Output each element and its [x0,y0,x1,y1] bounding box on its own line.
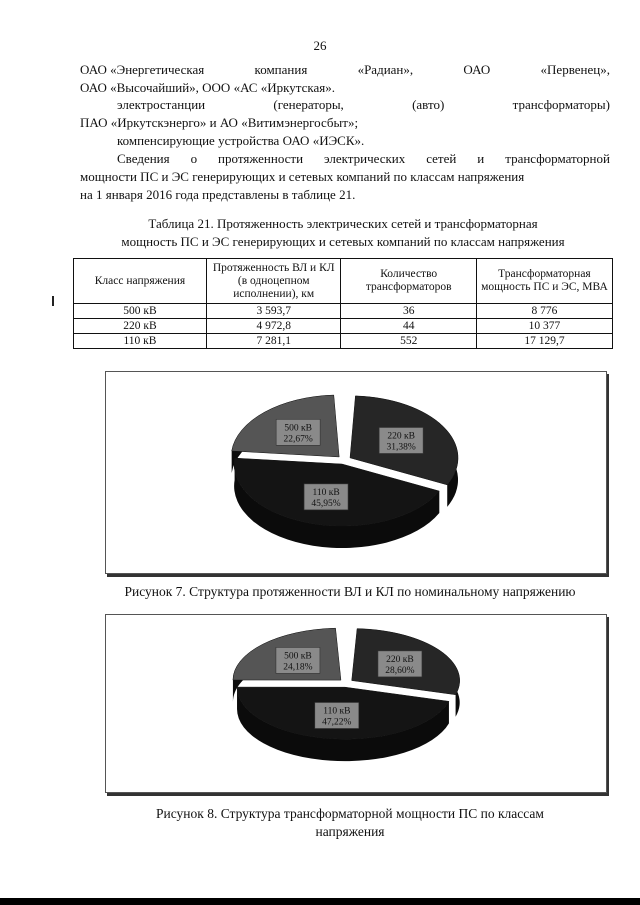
table-header-cell: Количество трансформаторов [341,259,476,304]
pie-label-category: 500 кВ [284,651,312,662]
body-word: (авто) [412,97,445,112]
pie-label-value: 45,95% [311,498,341,509]
figure-7-pie [106,372,606,573]
table-cell: 220 кВ [74,319,207,334]
pie-label-category: 110 кВ [312,487,340,498]
table-cell: 17 129,7 [476,334,612,349]
table-title-line-2: мощность ПС и ЭС генерирующих и сетевых компаний по классам напряжения [121,234,565,249]
table-row [74,319,613,334]
body-word: (генераторы, [273,97,344,112]
body-line-4: ПАО «Иркутскэнерго» и АО «Витимэнергосбыт»; [80,115,359,130]
body-word: ОАО «Энергетическая [80,62,205,77]
body-word: компания [254,62,308,77]
body-line-3 [117,97,610,113]
table-21 [73,258,613,349]
pie-label-category: 220 кВ [387,431,415,442]
table-header-row [74,259,613,304]
pie-label-value: 24,18% [283,662,313,673]
page-number: 26 [313,38,327,53]
pie-label-category: 110 кВ [323,706,351,717]
scan-bottom-bar [0,898,640,905]
pie-label-value: 28,60% [385,665,415,676]
body-word: трансформаторной [505,151,610,166]
table-cell: 500 кВ [74,304,207,319]
table-cell: 8 776 [476,304,612,319]
table-title-line-1: Таблица 21. Протяженность электрических сетей и трансформаторная [148,216,538,231]
pie-label-category: 220 кВ [386,654,414,665]
table-header-cell: Класс напряжения [74,259,207,304]
body-word: о [190,151,198,166]
table-cell: 10 377 [476,319,612,334]
table-cell: 4 972,8 [206,319,341,334]
body-word: «Первенец», [540,62,610,77]
table-row [74,334,613,349]
body-line-5: компенсирующие устройства ОАО «ИЭСК». [117,133,365,148]
table-cell: 7 281,1 [206,334,341,349]
body-word: электростанции [117,97,206,112]
pie-label-value: 47,22% [322,717,352,728]
pie-label-value: 31,38% [386,442,416,453]
scan-edge-mark [52,296,54,306]
table-cell: 110 кВ [74,334,207,349]
table-header-cell: Трансформаторная мощность ПС и ЭС, МВА [476,259,612,304]
pie-label-value: 22,67% [283,434,313,445]
figure-8-chart [105,614,607,793]
figure-8-caption-line-2: напряжения [315,824,385,839]
body-word: «Радиан», [357,62,414,77]
table-header-cell: Протяженность ВЛ и КЛ (в одноцепном исполнении), км [206,259,341,304]
body-word: сетей [426,151,457,166]
body-word: электрических [324,151,406,166]
body-line-6 [117,151,610,167]
body-word: Сведения [117,151,170,166]
pie-label-category: 500 кВ [284,423,312,434]
body-line-2: ОАО «Высочайший», ООО «АС «Иркутская». [80,80,335,95]
body-word: и [477,151,485,166]
body-word: трансформаторы) [512,97,610,112]
table-row [74,304,613,319]
body-word: ОАО [463,62,491,77]
table-cell: 552 [341,334,476,349]
figure-8-pie [106,615,606,792]
figure-7-caption: Рисунок 7. Структура протяженности ВЛ и КЛ по номинальному напряжению [124,584,576,599]
body-line-8: на 1 января 2016 года представлены в таблице 21. [80,187,356,202]
table-cell: 36 [341,304,476,319]
figure-7-chart [105,371,607,574]
figure-8-caption-line-1: Рисунок 8. Структура трансформаторной мощности ПС по классам [156,806,544,821]
body-line-1 [80,62,610,78]
table-cell: 44 [341,319,476,334]
table-cell: 3 593,7 [206,304,341,319]
body-word: протяженности [218,151,304,166]
body-line-7: мощности ПС и ЭС генерирующих и сетевых компаний по классам напряжения [80,169,525,184]
